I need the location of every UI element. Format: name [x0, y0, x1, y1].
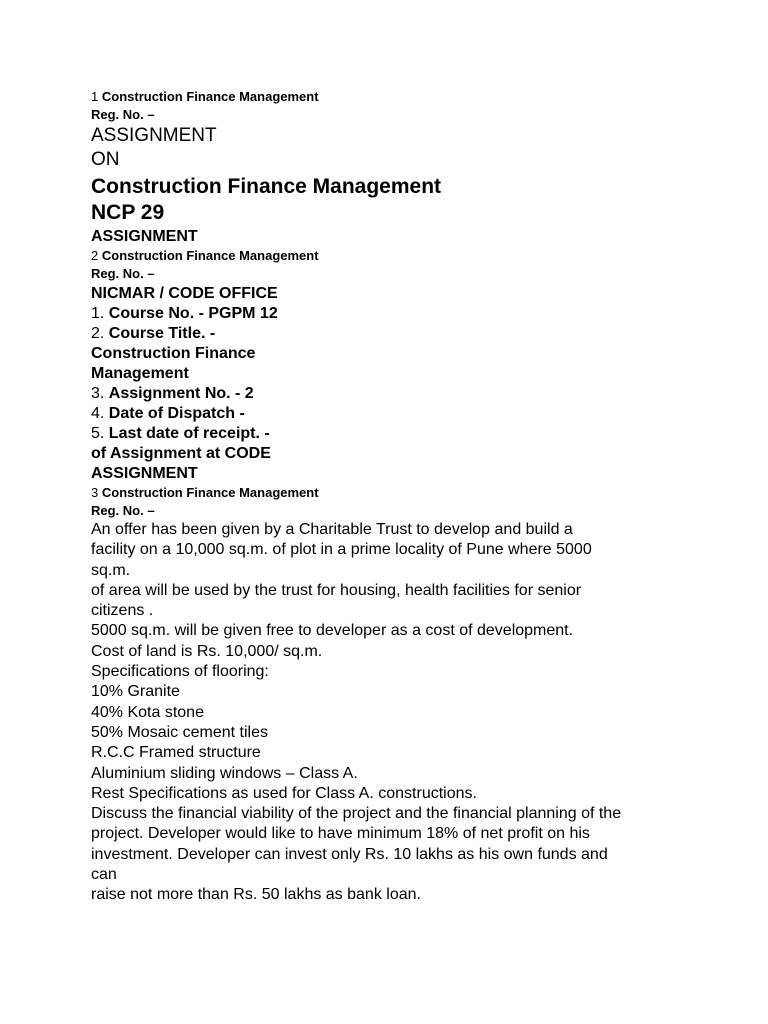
- detail-item: [91, 384, 731, 404]
- body-line: Rest Specifications as used for Class A. constructions.: [91, 784, 477, 802]
- document-body: [91, 88, 731, 906]
- detail-item: of Assignment at CODE: [91, 445, 271, 462]
- reg-no: Reg. No. –: [91, 266, 155, 281]
- body-line: Discuss the financial viability of the project and the financial planning of the: [91, 805, 622, 823]
- detail-number: 5.: [91, 425, 105, 442]
- page-header-1: [91, 88, 731, 106]
- detail-label: Date of Dispatch -: [108, 405, 245, 422]
- body-line: Aluminium sliding windows – Class A.: [91, 764, 358, 782]
- detail-item: Construction Finance: [91, 345, 256, 362]
- detail-item: [91, 324, 731, 344]
- detail-label: Course Title. -: [108, 325, 216, 342]
- detail-item: [91, 304, 731, 324]
- cover-code: NCP 29: [91, 201, 165, 224]
- header-title: Construction Finance Management: [101, 89, 319, 104]
- page-number: 1: [91, 89, 99, 104]
- detail-number: 2.: [91, 325, 105, 342]
- detail-item: Management: [91, 365, 189, 382]
- office-heading: NICMAR / CODE OFFICE: [91, 285, 278, 302]
- body-line: 40% Kota stone: [91, 703, 204, 721]
- body-line: can: [91, 866, 117, 884]
- cover-label: ASSIGNMENT: [91, 228, 198, 245]
- body-line: An offer has been given by a Charitable Trust to develop and build a: [91, 521, 573, 538]
- detail-number: 3.: [91, 385, 105, 402]
- body-line: Specifications of flooring:: [91, 663, 269, 681]
- cover-title: Construction Finance Management: [91, 175, 442, 198]
- body-line: facility on a 10,000 sq.m. of plot in a prime locality of Pune where 5000: [91, 541, 592, 559]
- body-line: raise not more than Rs. 50 lakhs as bank loan.: [91, 886, 421, 904]
- body-line: citizens .: [91, 602, 154, 620]
- body-line: investment. Developer can invest only Rs. 10 lakhs as his own funds and: [91, 845, 608, 863]
- reg-no: Reg. No. –: [91, 503, 155, 518]
- body-line: 5000 sq.m. will be given free to developer as a cost of development.: [91, 622, 574, 640]
- body-line: sq.m.: [91, 561, 131, 579]
- cover-line-on: ON: [91, 149, 120, 170]
- assignment-question: [91, 520, 731, 906]
- detail-number: 1.: [91, 305, 105, 322]
- detail-label: Assignment No. - 2: [108, 385, 254, 402]
- header-title: Construction Finance Management: [101, 485, 319, 500]
- body-line: R.C.C Framed structure: [91, 744, 261, 762]
- body-line: 10% Granite: [91, 683, 180, 701]
- detail-item: [91, 424, 731, 444]
- page-header-2: [91, 247, 731, 265]
- body-line: of area will be used by the trust for housing, health facilities for senior: [91, 581, 582, 599]
- detail-number: 4.: [91, 405, 105, 422]
- body-line: Cost of land is Rs. 10,000/ sq.m.: [91, 642, 323, 660]
- detail-label: Course No. - PGPM 12: [108, 305, 278, 322]
- detail-label: Last date of receipt. -: [108, 425, 270, 442]
- page-number: 3: [91, 485, 99, 500]
- body-line: 50% Mosaic cement tiles: [91, 723, 268, 741]
- detail-item: [91, 404, 731, 424]
- body-line: project. Developer would like to have minimum 18% of net profit on his: [91, 825, 590, 843]
- header-title: Construction Finance Management: [101, 248, 319, 263]
- page-number: 2: [91, 248, 99, 263]
- cover-line-assignment: ASSIGNMENT: [91, 125, 217, 146]
- reg-no: Reg. No. –: [91, 107, 155, 122]
- detail-item: ASSIGNMENT: [91, 465, 198, 482]
- page-header-3: [91, 484, 731, 502]
